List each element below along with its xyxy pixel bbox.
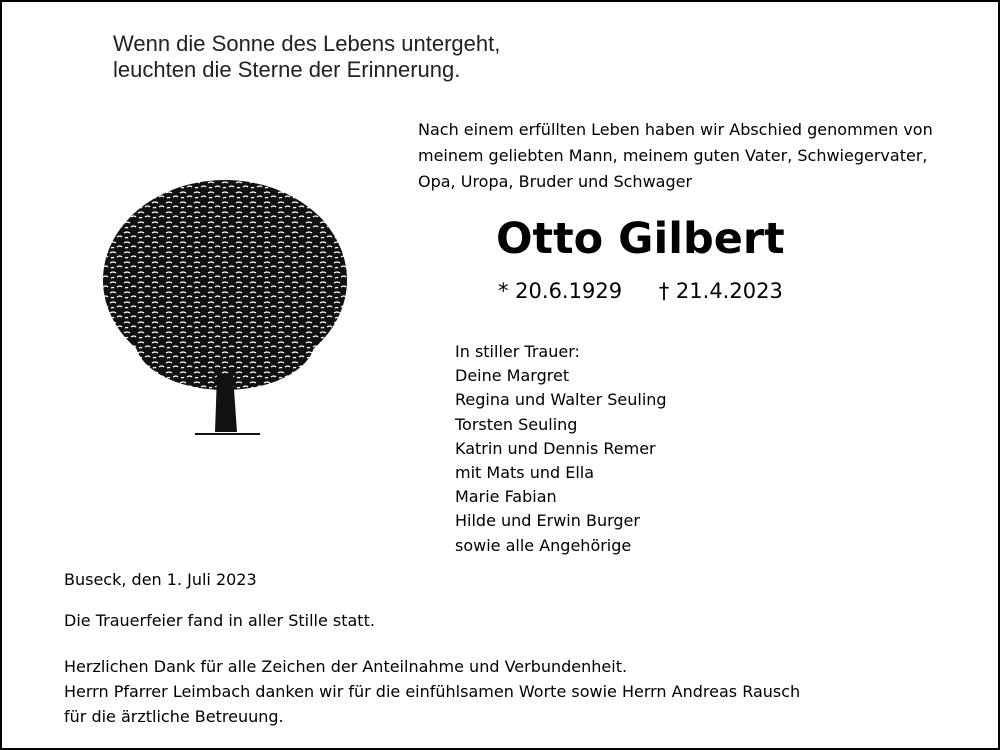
quote-line: leuchten die Sterne der Erinnerung. bbox=[113, 57, 461, 82]
life-dates bbox=[498, 276, 783, 306]
mourner-entry: Deine Margret bbox=[455, 366, 570, 386]
quote-line: Wenn die Sonne des Lebens untergeht, bbox=[113, 31, 501, 56]
memorial-quote bbox=[113, 31, 500, 83]
mourner-entry: Marie Fabian bbox=[455, 487, 557, 507]
thanks-text bbox=[64, 654, 800, 729]
thanks-line: Herrn Pfarrer Leimbach danken wir für die einfühlsamen Worte sowie Herrn Andreas Rausch bbox=[64, 682, 801, 701]
thanks-line: für die ärztliche Betreuung. bbox=[64, 707, 284, 726]
intro-text bbox=[418, 117, 933, 195]
deceased-name: Otto Gilbert bbox=[496, 214, 785, 264]
thanks-line: Herzlichen Dank für alle Zeichen der Anteilnahme und Verbundenheit. bbox=[64, 657, 628, 676]
place-date: Buseck, den 1. Juli 2023 bbox=[64, 570, 257, 589]
birth-date: * 20.6.1929 bbox=[498, 279, 623, 303]
tree-illustration bbox=[95, 170, 355, 440]
intro-line: Nach einem erfüllten Leben haben wir Abschied genommen von bbox=[418, 120, 933, 139]
mourners-heading: In stiller Trauer: bbox=[455, 342, 580, 361]
intro-line: Opa, Uropa, Bruder und Schwager bbox=[418, 172, 693, 191]
tree-crown bbox=[103, 180, 347, 390]
death-date: † 21.4.2023 bbox=[658, 279, 783, 303]
mourner-entry: Hilde und Erwin Burger bbox=[455, 511, 640, 531]
mourner-entry: Regina und Walter Seuling bbox=[455, 390, 667, 410]
mourner-entry: Katrin und Dennis Remer bbox=[455, 438, 656, 458]
mourner-entry: mit Mats und Ella bbox=[455, 463, 595, 483]
mourner-entry: Torsten Seuling bbox=[455, 414, 578, 434]
mourner-entry: sowie alle Angehörige bbox=[455, 535, 632, 555]
mourners-list bbox=[455, 340, 667, 558]
ceremony-note: Die Trauerfeier fand in aller Stille statt. bbox=[64, 611, 375, 630]
intro-line: meinem geliebten Mann, meinem guten Vater, Schwiegervater, bbox=[418, 146, 928, 165]
